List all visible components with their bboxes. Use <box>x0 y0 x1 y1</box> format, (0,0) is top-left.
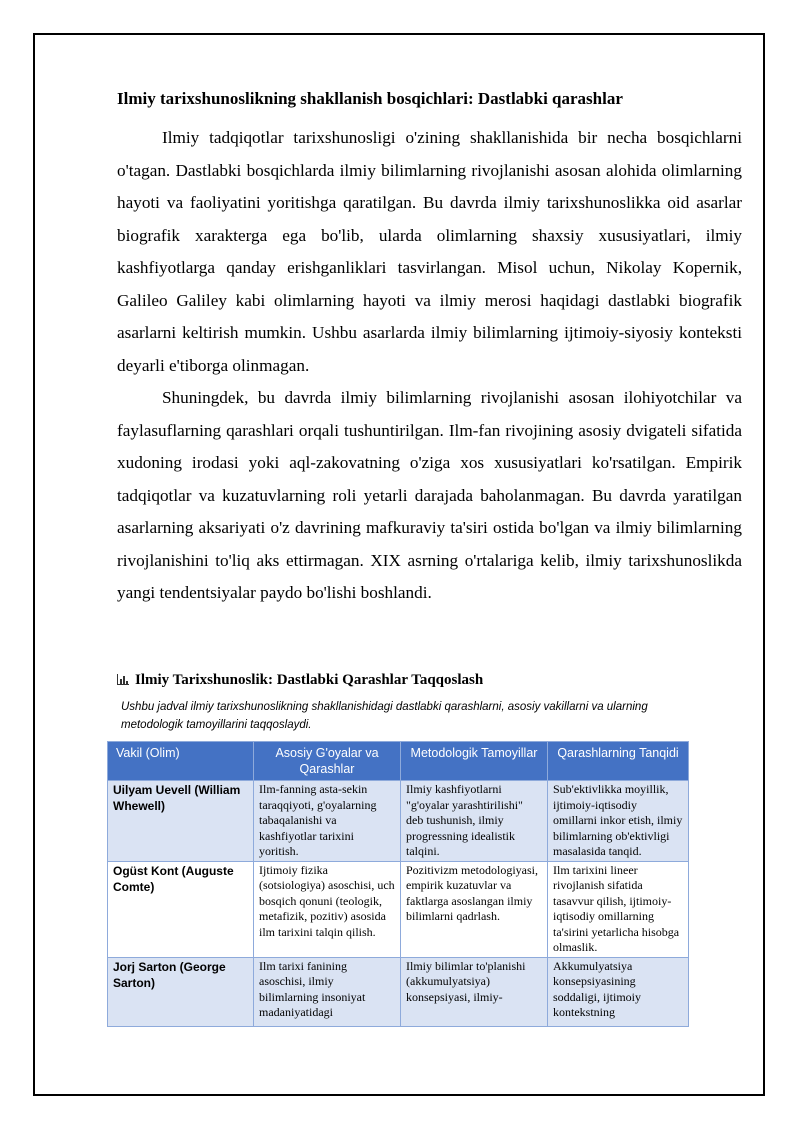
paragraph-2: Shuningdek, bu davrda ilmiy bilimlarning rivojlanishi asosan ilohiyotchilar va faylasuflarning qarashlari orqali tushuntirilgan. Ilm-fan rivojining asosiy dvigateli sifatida xudoning irodasi yoki aql-zakovatning o'ziga xos xususiyatlari ko'rsatilgan. Empirik tadqiqotlar va kuzatuvlarning roli yetarli darajada baholanmagan. Bu davrda yaratilgan asarlarning aksariyati o'z davrining mafkuraviy ta'siri ostida bo'lgan va ilmiy bilimlarning rivojlanishini to'liq aks ettirmagan. XIX asrning o'rtalariga kelib, ilmiy tarixshunoslikda yangi tendentsiyalar paydo bo'lishi boshlandi. <box>117 388 742 602</box>
table-title-text: Ilmiy Tarixshunoslik: Dastlabki Qarashlar Taqqoslash <box>135 672 484 688</box>
table-cell: Uilyam Uevell (William Whewell) <box>108 781 254 862</box>
table-title <box>117 670 688 690</box>
paragraph-1: Ilmiy tadqiqotlar tarixshunosligi o'zining shakllanishida bir necha bosqichlarni o'tagan. Dastlabki bosqichlarda ilmiy bilimlarning rivojlanishi asosan alohida olimlarning hayoti va faoliyatini yoritishga qaratilgan. Bu davrda ilmiy tarixshunoslikka oid asarlar biografik xarakterga ega bo'lib, ularda olimlarning shaxsiy xususiyatlari, ilmiy kashfiyotlarga qanday erishganliklari tasvirlangan. Misol uchun, Nikolay Kopernik, Galileo Galiley kabi olimlarning hayoti va ilmiy merosi haqidagi dastlabki biografik asarlarni keltirish mumkin. Ushbu asarlarda ilmiy bilimlarning ijtimoiy-siyosiy konteksti deyarli e'tiborga olinmagan. <box>117 128 742 375</box>
table-caption: Ushbu jadval ilmiy tarixshunoslikning shakllanishidagi dastlabki qarashlarni, asosiy vakillarni va ularning metodologik tamoyillarini taqqoslaydi. <box>121 701 648 731</box>
table-cell: Ilm tarixi fanining asoschisi, ilmiy bilimlarning insoniyat madaniyatidagi <box>254 957 401 1026</box>
comparison-table <box>107 741 689 1027</box>
table-cell: Ilm tarixini lineer rivojlanish sifatida tasavvur qilish, ijtimoiy-iqtisodiy omillarning ta'sirini yetarlicha hisobga olmaslik. <box>548 861 689 957</box>
table-cell: Jorj Sarton (George Sarton) <box>108 957 254 1026</box>
column-header: Vakil (Olim) <box>108 742 254 781</box>
table-row <box>108 957 689 1026</box>
comparison-table-section <box>107 670 688 1027</box>
table-cell: Ilmiy kashfiyotlarni "g'oyalar yarashtirilishi" deb tushunish, ilmiy progressning idealistik talqini. <box>401 781 548 862</box>
table-cell: Akkumulyatsiya konsepsiyasining soddaligi, ijtimoiy kontekstning <box>548 957 689 1026</box>
table-cell: Ilmiy bilimlar to'planishi (akkumulyatsiya) konsepsiyasi, ilmiy- <box>401 957 548 1026</box>
table-cell: Ogüst Kont (Auguste Comte) <box>108 861 254 957</box>
table-row <box>108 781 689 862</box>
column-header: Metodologik Tamoyillar <box>401 742 548 781</box>
table-cell: Ilm-fanning asta-sekin taraqqiyoti, g'oyalarning tabaqalanishi va kashfiyotlar tarixini yoritish. <box>254 781 401 862</box>
table-header-row <box>108 742 689 781</box>
column-header: Asosiy G'oyalar va Qarashlar <box>254 742 401 781</box>
bar-chart-icon <box>117 674 129 685</box>
column-header: Qarashlarning Tanqidi <box>548 742 689 781</box>
document-body <box>117 88 742 610</box>
section-heading: Ilmiy tarixshunoslikning shakllanish bosqichlari: Dastlabki qarashlar <box>117 89 623 108</box>
table-row <box>108 861 689 957</box>
table-cell: Ijtimoiy fizika (sotsiologiya) asoschisi, uch bosqich qonuni (teologik, metafizik, pozitiv) asosida ilm tarixini talqin qilish. <box>254 861 401 957</box>
table-cell: Pozitivizm metodologiyasi, empirik kuzatuvlar va faktlarga asoslangan ilmiy bilimlarni qadrlash. <box>401 861 548 957</box>
table-cell: Sub'ektivlikka moyillik, ijtimoiy-iqtisodiy omillarni inkor etish, ilmiy bilimlarning ob'ektivligi masalasida tanqid. <box>548 781 689 862</box>
